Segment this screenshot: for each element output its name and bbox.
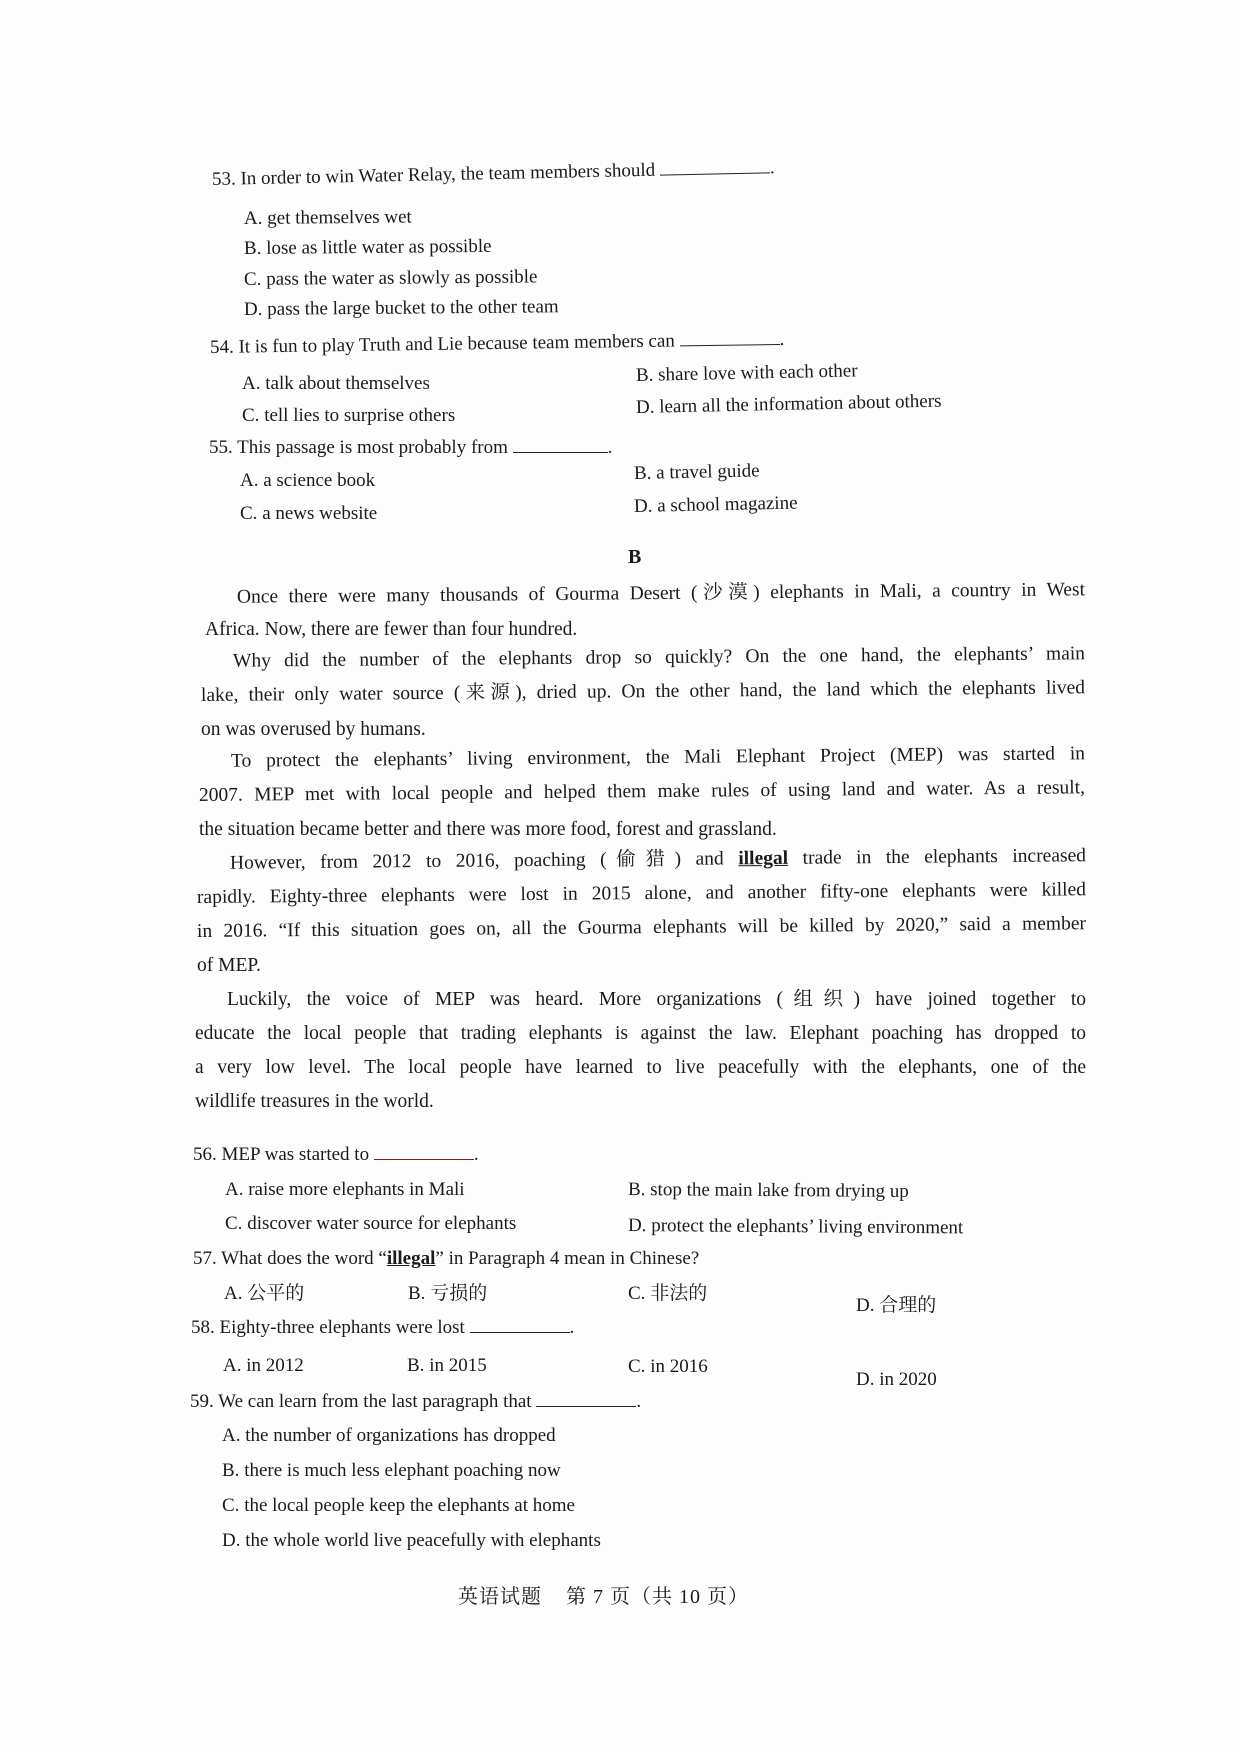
option-b[interactable]: B. a travel guide	[633, 460, 760, 484]
keyword-illegal: illegal	[386, 1248, 436, 1269]
passage-line: in 2016. “If this situation goes on, all the Gourma elephants will be killed by 2020,” said a member	[196, 913, 1087, 942]
passage-line: educate the local people that trading elephants is against the law. Elephant poaching has dropped to	[195, 1023, 1086, 1044]
option-c[interactable]: C. tell lies to surprise others	[242, 405, 456, 426]
question-stem: 57. What does the word “illegal” in Paragraph 4 mean in Chinese?	[193, 1248, 700, 1269]
answer-blank[interactable]	[536, 1392, 636, 1407]
option-a[interactable]: A. in 2012	[223, 1355, 304, 1376]
option-b[interactable]: B. 亏损的	[408, 1283, 488, 1304]
option-d[interactable]: D. in 2020	[856, 1369, 937, 1390]
option-a[interactable]: A. talk about themselves	[242, 373, 430, 394]
answer-blank[interactable]	[374, 1145, 474, 1160]
answer-blank[interactable]	[470, 1318, 570, 1333]
answer-blank[interactable]	[660, 158, 770, 175]
option-c[interactable]: C. pass the water as slowly as possible	[243, 266, 538, 290]
question-stem: 55. This passage is most probably from .	[209, 437, 613, 458]
question-stem: 53. In order to win Water Relay, the team members should .	[211, 157, 775, 190]
option-c[interactable]: C. discover water source for elephants	[225, 1213, 517, 1234]
passage-line: Once there were many thousands of Gourma Desert (沙漠) elephants in Mali, a country in West	[236, 579, 1086, 608]
footer-subject: 英语试题	[458, 1586, 542, 1608]
answer-blank[interactable]	[679, 330, 779, 346]
passage-line: 2007. MEP met with local people and helped them make rules of using land and water. As a result,	[198, 777, 1086, 806]
passage-line: on was overused by humans.	[201, 719, 426, 740]
option-b[interactable]: B. stop the main lake from drying up	[627, 1179, 909, 1202]
passage-line: To protect the elephants’ living environment, the Mali Elephant Project (MEP) was started in	[230, 743, 1086, 772]
option-b[interactable]: B. there is much less elephant poaching now	[222, 1460, 561, 1481]
passage-line: the situation became better and there was more food, forest and grassland.	[199, 819, 777, 840]
option-d[interactable]: D. 合理的	[856, 1295, 937, 1316]
passage-line: Why did the number of the elephants drop so quickly? On the one hand, the elephants’ main	[232, 643, 1086, 672]
question-stem: 58. Eighty-three elephants were lost .	[191, 1317, 575, 1338]
option-d[interactable]: D. a school magazine	[633, 492, 798, 517]
passage-line: However, from 2012 to 2016, poaching (偷猎) and illegal trade in the elephants increased	[229, 845, 1087, 874]
passage-line: lake, their only water source (来源), dried up. On the other hand, the land which the elephants lived	[200, 677, 1086, 706]
answer-blank[interactable]	[513, 438, 608, 453]
option-c[interactable]: C. in 2016	[628, 1356, 708, 1377]
option-a[interactable]: A. the number of organizations has dropped	[222, 1425, 556, 1446]
passage-line: Luckily, the voice of MEP was heard. More organizations (组织) have joined together to	[227, 989, 1086, 1010]
page-footer	[458, 1585, 749, 1609]
question-stem: 59. We can learn from the last paragraph that .	[190, 1391, 642, 1412]
option-c[interactable]: C. the local people keep the elephants at home	[222, 1495, 575, 1516]
option-a[interactable]: A. 公平的	[224, 1283, 305, 1304]
question-stem: 54. It is fun to play Truth and Lie because team members can .	[209, 328, 785, 358]
passage-line: a very low level. The local people have learned to live peacefully with the elephants, one of the	[195, 1057, 1086, 1078]
keyword-illegal: illegal	[738, 847, 789, 870]
option-a[interactable]: A. get themselves wet	[243, 206, 412, 229]
option-d[interactable]: D. learn all the information about others	[635, 390, 942, 418]
option-a[interactable]: A. a science book	[240, 470, 376, 491]
passage-line: wildlife treasures in the world.	[195, 1091, 434, 1112]
passage-line: rapidly. Eighty-three elephants were lost in 2015 alone, and another fifty-one elephants were killed	[196, 879, 1087, 908]
option-d[interactable]: D. the whole world live peacefully with elephants	[222, 1530, 601, 1551]
option-b[interactable]: B. lose as little water as possible	[243, 235, 492, 259]
option-b[interactable]: B. in 2015	[407, 1355, 487, 1376]
passage-line: Africa. Now, there are fewer than four hundred.	[205, 619, 578, 640]
option-d[interactable]: D. pass the large bucket to the other team	[243, 296, 559, 320]
option-c[interactable]: C. a news website	[240, 503, 378, 524]
option-c[interactable]: C. 非法的	[628, 1283, 708, 1304]
option-a[interactable]: A. raise more elephants in Mali	[225, 1179, 465, 1200]
question-stem: 56. MEP was started to .	[193, 1144, 479, 1165]
passage-line: of MEP.	[197, 955, 261, 976]
footer-page-number: 第 7 页（共 10 页）	[566, 1586, 749, 1608]
option-b[interactable]: B. share love with each other	[635, 360, 858, 386]
option-d[interactable]: D. protect the elephants’ living environment	[627, 1215, 964, 1239]
section-heading: B	[628, 546, 642, 568]
